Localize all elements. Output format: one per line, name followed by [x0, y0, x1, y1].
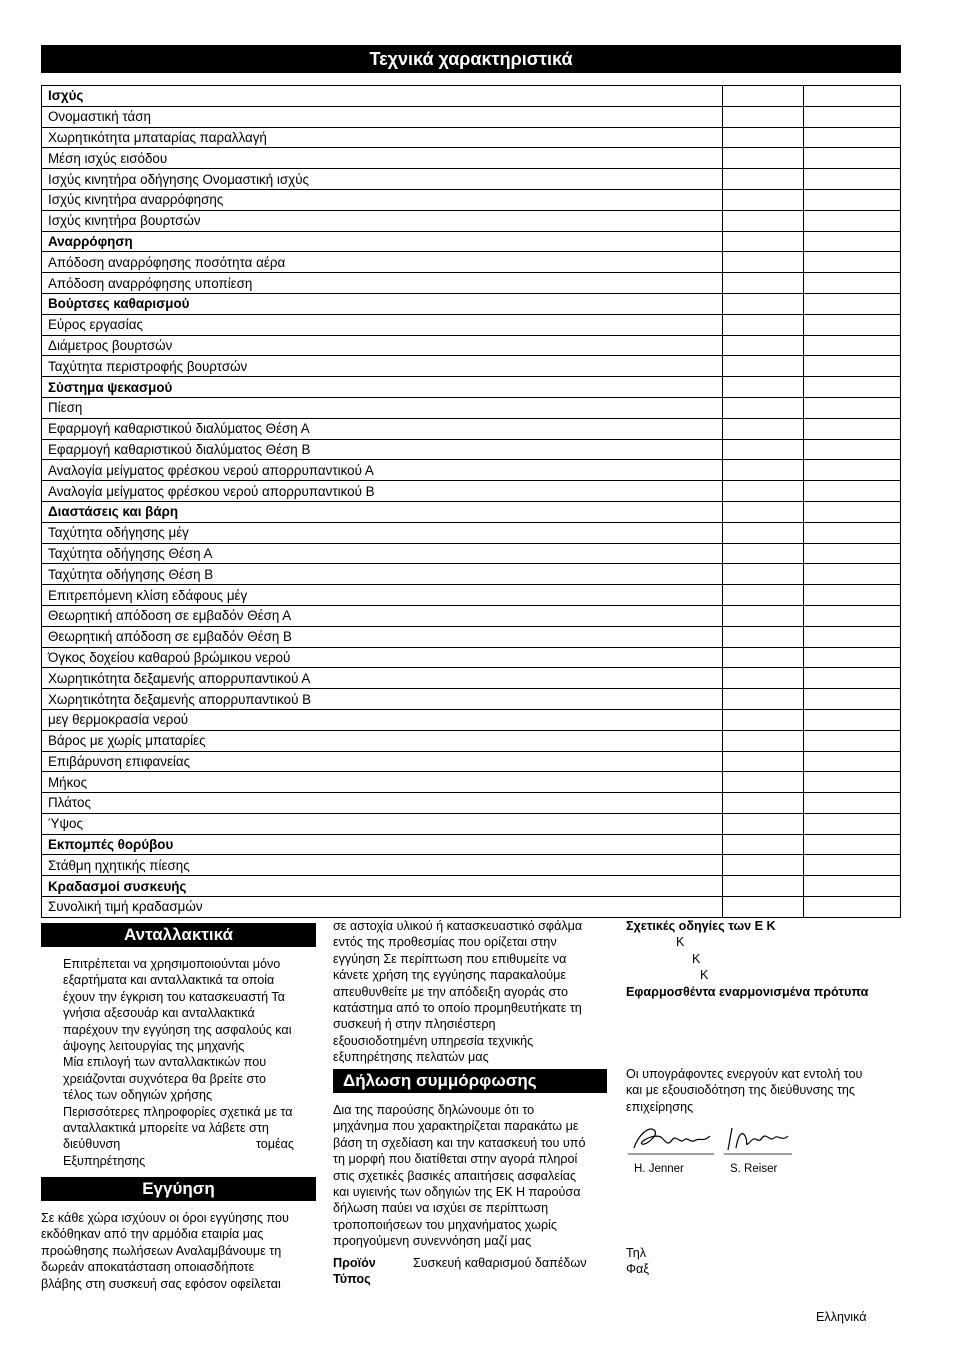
spec-row: [42, 647, 901, 668]
contact-info: [626, 1245, 726, 1278]
warranty-line: εκδόθηκαν από την αρμόδια εταιρία μας: [41, 1227, 264, 1242]
spec-label: Χωρητικότητα δεξαμενής απορρυπαντικού Α: [42, 668, 723, 689]
spec-row: [42, 834, 901, 855]
spec-unit-cell: [723, 86, 804, 107]
spec-unit-cell: [723, 772, 804, 793]
spec-label: Εφαρμογή καθαριστικού διαλύματος Θέση Α: [42, 418, 723, 439]
spec-value-cell: [804, 730, 901, 751]
signatories-line: Οι υπογράφοντες ενεργούν κατ εντολή του: [626, 1067, 863, 1081]
spec-label: Όγκος δοχείου καθαρού βρώμικου νερού: [42, 647, 723, 668]
spec-label: Πλάτος: [42, 793, 723, 814]
spec-unit-cell: [723, 481, 804, 502]
spec-unit-cell: [723, 834, 804, 855]
spec-label: Ισχύς κινητήρα βουρτσών: [42, 210, 723, 231]
spec-row: [42, 585, 901, 606]
spec-value-cell: [804, 605, 901, 626]
spares-line: έχουν την έγκριση του κατασκευαστή Τα: [63, 989, 285, 1004]
spec-row: [42, 189, 901, 210]
spec-row: [42, 439, 901, 460]
phone-label: Τηλ: [626, 1246, 647, 1260]
spec-unit-cell: [723, 293, 804, 314]
spec-unit-cell: [723, 564, 804, 585]
conformity-line: δήλωση παύει να ισχύει σε περίπτωση: [333, 1201, 549, 1216]
spec-value-cell: [804, 522, 901, 543]
spec-value-cell: [804, 626, 901, 647]
spec-value-cell: [804, 356, 901, 377]
spares-line: ανταλλακτικά μπορείτε να λάβετε στη: [63, 1121, 269, 1136]
spec-row: [42, 689, 901, 710]
spec-value-cell: [804, 501, 901, 522]
conformity-line: τη μορφή που διατίθεται στην αγορά πληροί: [333, 1152, 578, 1167]
spec-label: Βάρος με χωρίς μπαταρίες: [42, 730, 723, 751]
spares-line: Επιτρέπεται να χρησιμοποιούνται μόνο: [63, 957, 281, 971]
spec-label: Απόδοση αναρρόφησης υποπίεση: [42, 273, 723, 294]
spec-row: [42, 876, 901, 897]
spares-address-right: τομέας: [255, 1137, 294, 1152]
spec-value-cell: [804, 106, 901, 127]
spec-row: [42, 709, 901, 730]
spec-unit-cell: [723, 189, 804, 210]
spec-row: [42, 793, 901, 814]
spec-unit-cell: [723, 585, 804, 606]
spec-row: [42, 169, 901, 190]
conformity-heading: Δήλωση συμμόρφωσης: [333, 1069, 607, 1093]
spec-unit-cell: [723, 751, 804, 772]
spec-unit-cell: [723, 314, 804, 335]
warranty-continued: [333, 918, 613, 1066]
conformity-line: Δια της παρούσης δηλώνουμε ότι το: [333, 1103, 535, 1117]
warranty-line: κάνετε χρήση της εγγύησης παρακαλούμε: [333, 968, 566, 983]
conformity-line: προηγούμενη συνεννόηση μαζί μας: [333, 1234, 532, 1249]
warranty-line: Σε κάθε χώρα ισχύουν οι όροι εγγύησης που: [41, 1211, 289, 1225]
spec-row: [42, 668, 901, 689]
spec-value-cell: [804, 668, 901, 689]
spec-row: [42, 273, 901, 294]
spares-line: χρειάζονται συχνότερα θα βρείτε στο: [63, 1071, 267, 1086]
conformity-text: [333, 1102, 613, 1250]
spec-row: [42, 210, 901, 231]
spec-row: [42, 335, 901, 356]
spec-row: [42, 356, 901, 377]
signer-name-reiser: S. Reiser: [730, 1163, 778, 1175]
spec-row: [42, 855, 901, 876]
spec-row: [42, 543, 901, 564]
spec-label: Ισχύς: [42, 86, 723, 107]
spec-unit-cell: [723, 397, 804, 418]
spec-label: Θεωρητική απόδοση σε εμβαδόν Θέση Α: [42, 605, 723, 626]
spec-value-cell: [804, 813, 901, 834]
spec-unit-cell: [723, 855, 804, 876]
spec-value-cell: [804, 210, 901, 231]
spec-label: Ταχύτητα οδήγησης Θέση Β: [42, 564, 723, 585]
directive-item: Κ: [692, 951, 701, 966]
spec-row: [42, 481, 901, 502]
spec-value-cell: [804, 314, 901, 335]
spares-last-line: Εξυπηρέτησης: [63, 1153, 146, 1168]
warranty-line: κατάστημα από το οποίο προμηθευτήκατε τη: [333, 1001, 582, 1016]
spec-label: Μήκος: [42, 772, 723, 793]
spec-label: Σύστημα ψεκασμού: [42, 377, 723, 398]
spares-line: Μία επιλογή των ανταλλακτικών που: [63, 1055, 267, 1070]
spec-value-cell: [804, 751, 901, 772]
spec-label: Χωρητικότητα δεξαμενής απορρυπαντικού Β: [42, 689, 723, 710]
spec-value-cell: [804, 834, 901, 855]
signature-jenner: [626, 1118, 716, 1175]
warranty-line: εξυπηρέτησης πελατών μας: [333, 1050, 489, 1065]
spec-unit-cell: [723, 273, 804, 294]
spec-row: [42, 626, 901, 647]
directive-item: Κ: [700, 968, 709, 983]
spec-row: [42, 751, 901, 772]
spec-label: Επιτρεπόμενη κλίση εδάφους μέγ: [42, 585, 723, 606]
spec-value-cell: [804, 772, 901, 793]
spec-value-cell: [804, 543, 901, 564]
spec-value-cell: [804, 189, 901, 210]
spec-value-cell: [804, 127, 901, 148]
conformity-line: στις σχετικές βασικές απαιτήσεις ασφαλείας: [333, 1168, 577, 1183]
standards-heading: Εφαρμοσθέντα εναρμονισμένα πρότυπα: [626, 984, 869, 999]
spec-value-cell: [804, 231, 901, 252]
spec-row: [42, 127, 901, 148]
spec-value-cell: [804, 86, 901, 107]
spec-unit-cell: [723, 335, 804, 356]
warranty-line: συσκευή ή στην πλησιέστερη: [333, 1017, 496, 1032]
spec-row: [42, 148, 901, 169]
spec-label: Πίεση: [42, 397, 723, 418]
spec-value-cell: [804, 169, 901, 190]
spec-row: [42, 397, 901, 418]
type-label: Τύπος: [333, 1272, 371, 1287]
spec-value-cell: [804, 481, 901, 502]
product-value: Συσκευή καθαρισμού δαπέδων: [413, 1256, 587, 1270]
spec-row: [42, 501, 901, 522]
spares-text: [41, 956, 316, 1169]
spec-row: [42, 897, 901, 918]
warranty-line: εγγύηση Σε περίπτωση που επιθυμείτε να: [333, 951, 567, 966]
product-label: Προϊόν: [333, 1256, 376, 1270]
spec-label: Ταχύτητα οδήγησης Θέση Α: [42, 543, 723, 564]
spec-value-cell: [804, 293, 901, 314]
spec-row: [42, 252, 901, 273]
spec-value-cell: [804, 647, 901, 668]
spec-label: Ισχύς κινητήρα οδήγησης Ονομαστική ισχύς: [42, 169, 723, 190]
spec-row: [42, 106, 901, 127]
spec-unit-cell: [723, 252, 804, 273]
warranty-text: [41, 1210, 321, 1292]
spec-label: Θεωρητική απόδοση σε εμβαδόν Θέση Β: [42, 626, 723, 647]
spec-label: Χωρητικότητα μπαταρίας παραλλαγή: [42, 127, 723, 148]
footer-language: Ελληνικά: [816, 1310, 867, 1324]
spec-unit-cell: [723, 356, 804, 377]
spec-label: Διάμετρος βουρτσών: [42, 335, 723, 356]
spec-unit-cell: [723, 460, 804, 481]
spec-unit-cell: [723, 169, 804, 190]
spares-line: Περισσότερες πληροφορίες σχετικά με τα: [63, 1104, 293, 1119]
page-title: Τεχνικά χαρακτηριστικά: [41, 45, 901, 73]
spec-value-cell: [804, 273, 901, 294]
spares-line: τέλος των οδηγιών χρήσης: [63, 1088, 213, 1103]
spec-value-cell: [804, 460, 901, 481]
spec-unit-cell: [723, 106, 804, 127]
spec-row: [42, 418, 901, 439]
spec-unit-cell: [723, 148, 804, 169]
spec-value-cell: [804, 855, 901, 876]
signatories-line: και με εξουσιοδότηση της διεύθυνσης της: [626, 1083, 855, 1098]
product-info: [333, 1255, 613, 1288]
spec-value-cell: [804, 377, 901, 398]
spec-value-cell: [804, 335, 901, 356]
signatories-line: επιχείρησης: [626, 1099, 694, 1114]
spec-row: [42, 605, 901, 626]
spares-heading: Ανταλλακτικά: [41, 923, 316, 947]
spec-unit-cell: [723, 897, 804, 918]
spec-unit-cell: [723, 377, 804, 398]
signatories-text: [626, 1066, 916, 1115]
spec-label: Αναλογία μείγματος φρέσκου νερού απορρυπαντικού Β: [42, 481, 723, 502]
spec-unit-cell: [723, 793, 804, 814]
warranty-heading: Εγγύηση: [41, 1177, 316, 1201]
spec-unit-cell: [723, 668, 804, 689]
warranty-line: εντός της προθεσμίας που ορίζεται στην: [333, 935, 557, 950]
spec-row: [42, 231, 901, 252]
spec-row: [42, 813, 901, 834]
spec-value-cell: [804, 564, 901, 585]
spares-address-left: διεύθυνση: [63, 1137, 121, 1152]
spec-label: Επιβάρυνση επιφανείας: [42, 751, 723, 772]
spares-line: άψογης λειτουργίας της μηχανής: [63, 1039, 245, 1054]
directives-block: [626, 918, 906, 1000]
spec-row: [42, 293, 901, 314]
spares-line: εξαρτήματα και ανταλλακτικά τα οποία: [63, 973, 275, 988]
spec-row: [42, 377, 901, 398]
spec-label: Αναλογία μείγματος φρέσκου νερού απορρυπαντικού Α: [42, 460, 723, 481]
signature-reiser: [722, 1118, 794, 1175]
spec-value-cell: [804, 252, 901, 273]
spec-label: Ταχύτητα περιστροφής βουρτσών: [42, 356, 723, 377]
spec-unit-cell: [723, 127, 804, 148]
spec-unit-cell: [723, 876, 804, 897]
warranty-line: σε αστοχία υλικού ή κατασκευαστικό σφάλμα: [333, 919, 583, 933]
spec-unit-cell: [723, 543, 804, 564]
spec-value-cell: [804, 148, 901, 169]
spec-label: Βούρτσες καθαρισμού: [42, 293, 723, 314]
spec-label: Εφαρμογή καθαριστικού διαλύματος Θέση Β: [42, 439, 723, 460]
spec-value-cell: [804, 585, 901, 606]
conformity-line: βάση τη σχεδίαση και την κατασκευή του υπό: [333, 1135, 586, 1150]
conformity-line: τροποποιήσεων του μηχανήματος χωρίς: [333, 1217, 557, 1232]
spec-label: Ύψος: [42, 813, 723, 834]
spec-label: Ισχύς κινητήρα αναρρόφησης: [42, 189, 723, 210]
spec-row: [42, 564, 901, 585]
spec-label: Κραδασμοί συσκευής: [42, 876, 723, 897]
spec-table: [41, 85, 901, 918]
spec-label: Στάθμη ηχητικής πίεσης: [42, 855, 723, 876]
spec-label: Διαστάσεις και βάρη: [42, 501, 723, 522]
spec-unit-cell: [723, 626, 804, 647]
spares-line: παρέχουν την εγγύηση της ασφαλούς και: [63, 1022, 292, 1037]
spec-value-cell: [804, 418, 901, 439]
spec-unit-cell: [723, 709, 804, 730]
spec-value-cell: [804, 439, 901, 460]
warranty-line: εξουσιοδοτημένη υπηρεσία τεχνικής: [333, 1033, 534, 1048]
spec-label: Μέση ισχύς εισόδου: [42, 148, 723, 169]
spec-row: [42, 314, 901, 335]
spec-row: [42, 772, 901, 793]
signer-name-jenner: H. Jenner: [634, 1163, 684, 1175]
spec-value-cell: [804, 397, 901, 418]
spares-line: γνήσια αξεσουάρ και ανταλλακτικά: [63, 1006, 255, 1021]
warranty-line: απευθυνθείτε με την απόδειξη αγοράς στο: [333, 984, 569, 999]
spec-value-cell: [804, 793, 901, 814]
spec-unit-cell: [723, 501, 804, 522]
spec-label: Εύρος εργασίας: [42, 314, 723, 335]
spec-unit-cell: [723, 605, 804, 626]
spec-unit-cell: [723, 210, 804, 231]
spec-unit-cell: [723, 689, 804, 710]
spec-unit-cell: [723, 647, 804, 668]
spec-label: Συνολική τιμή κραδασμών: [42, 897, 723, 918]
spec-label: Ονομαστική τάση: [42, 106, 723, 127]
spec-label: Εκπομπές θορύβου: [42, 834, 723, 855]
spec-row: [42, 730, 901, 751]
spec-label: Απόδοση αναρρόφησης ποσότητα αέρα: [42, 252, 723, 273]
spec-unit-cell: [723, 418, 804, 439]
warranty-line: βλάβης στη συσκευή σας εφόσον οφείλεται: [41, 1276, 281, 1291]
spec-unit-cell: [723, 813, 804, 834]
spec-value-cell: [804, 876, 901, 897]
spec-row: [42, 86, 901, 107]
warranty-line: προώθησης πωλήσεων Αναλαμβάνουμε τη: [41, 1243, 282, 1258]
directive-item: Κ: [676, 935, 685, 950]
spec-unit-cell: [723, 730, 804, 751]
spec-row: [42, 460, 901, 481]
spec-unit-cell: [723, 439, 804, 460]
directives-heading: Σχετικές οδηγίες των Ε Κ: [626, 919, 776, 933]
conformity-line: μηχάνημα που χαρακτηρίζεται παρακάτω με: [333, 1119, 579, 1134]
conformity-line: και υγιεινής των οδηγιών της ΕΚ Η παρούσα: [333, 1185, 581, 1200]
spec-label: Ταχύτητα οδήγησης μέγ: [42, 522, 723, 543]
spec-value-cell: [804, 689, 901, 710]
fax-label: Φαξ: [626, 1262, 649, 1277]
spec-label: Αναρρόφηση: [42, 231, 723, 252]
spec-unit-cell: [723, 522, 804, 543]
warranty-line: δωρεάν αποκατάσταση οποιασδήποτε: [41, 1260, 255, 1275]
spec-unit-cell: [723, 231, 804, 252]
spec-value-cell: [804, 897, 901, 918]
spec-label: μεγ θερμοκρασία νερού: [42, 709, 723, 730]
spec-row: [42, 522, 901, 543]
spec-value-cell: [804, 709, 901, 730]
